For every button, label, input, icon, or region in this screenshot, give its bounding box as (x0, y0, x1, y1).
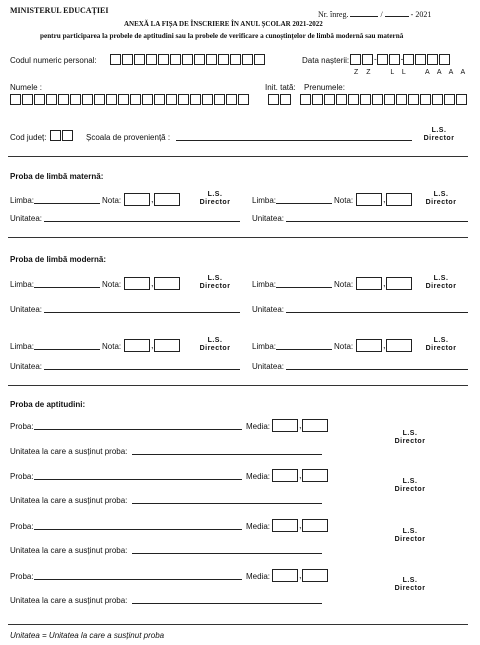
stamp-director: Director (199, 345, 231, 352)
cnp-boxes[interactable] (110, 54, 266, 65)
modern-lang-title: Proba de limbă modernă: (10, 255, 107, 264)
ml-grade-boxes-1[interactable]: , (124, 277, 181, 290)
apt-test-label-4: Proba: (10, 572, 34, 581)
ml-grade-label-3: Nota: (102, 342, 122, 351)
stamp-director: Director (425, 199, 457, 206)
surname-label: Numele : (10, 83, 43, 92)
apt-unit-label-1: Unitatea la care a susținut proba: (10, 447, 128, 456)
stamp-apt-4 (385, 577, 435, 593)
divider (8, 237, 468, 238)
stamp-director: Director (199, 283, 231, 290)
ml-unit-field-3[interactable] (44, 369, 240, 370)
firstname-label: Prenumele: (304, 83, 345, 92)
birth-date-hint: Z Z L L A A A A (354, 69, 468, 76)
mt-unit-field-1[interactable] (44, 221, 240, 222)
stamp-ls: L.S. (402, 430, 418, 437)
mt-lang-field-1[interactable] (34, 203, 100, 204)
stamp-ls: L.S. (402, 528, 418, 535)
mt-grade-label-2: Nota: (334, 196, 354, 205)
father-initial-label: Init. tată: (265, 83, 296, 92)
aptitude-title: Proba de aptitudini: (10, 400, 86, 409)
apt-unit-field-2[interactable] (132, 503, 322, 504)
mother-tongue-title: Proba de limbă maternă: (10, 172, 104, 181)
apt-unit-label-3: Unitatea la care a susținut proba: (10, 546, 128, 555)
stamp-ml-2 (416, 275, 466, 291)
apt-test-label-2: Proba: (10, 472, 34, 481)
registration-number (318, 10, 431, 19)
ml-grade-label-2: Nota: (334, 280, 354, 289)
county-code-label: Cod județ: (10, 133, 47, 142)
mt-grade-boxes-1[interactable]: , (124, 193, 181, 206)
ml-unit-label-2: Unitatea: (252, 305, 285, 314)
stamp-director: Director (394, 438, 426, 445)
stamp-director: Director (394, 536, 426, 543)
ml-unit-field-4[interactable] (286, 369, 468, 370)
ml-lang-label-1: Limba: (10, 280, 35, 289)
cnp-label: Codul numeric personal: (10, 56, 97, 65)
apt-test-field-3[interactable] (34, 529, 242, 530)
registration-separator: / (380, 10, 383, 19)
stamp-director: Director (423, 135, 455, 142)
apt-unit-label-2: Unitatea la care a susținut proba: (10, 496, 128, 505)
apt-avg-boxes-4[interactable]: , (272, 569, 329, 582)
stamp-ls: L.S. (207, 191, 223, 198)
mt-unit-label-1: Unitatea: (10, 214, 43, 223)
stamp-director: Director (199, 199, 231, 206)
birth-date-label: Data nașterii: (302, 56, 350, 65)
footer-note: Unitatea = Unitatea la care a susținut proba (10, 631, 165, 640)
school-label: Școala de proveniență : (86, 133, 171, 142)
ml-unit-field-1[interactable] (44, 312, 240, 313)
stamp-ml-3 (190, 337, 240, 353)
stamp-ls: L.S. (402, 478, 418, 485)
stamp-apt-2 (385, 478, 435, 494)
apt-test-field-2[interactable] (34, 479, 242, 480)
ml-grade-label-4: Nota: (334, 342, 354, 351)
ml-grade-boxes-2[interactable]: , (356, 277, 413, 290)
mt-grade-label-1: Nota: (102, 196, 122, 205)
ml-lang-field-4[interactable] (276, 349, 332, 350)
stamp-ls: L.S. (402, 577, 418, 584)
ml-grade-label-1: Nota: (102, 280, 122, 289)
ml-unit-field-2[interactable] (286, 312, 468, 313)
stamp-ls: L.S. (433, 337, 449, 344)
apt-avg-boxes-2[interactable]: , (272, 469, 329, 482)
apt-test-label-1: Proba: (10, 422, 34, 431)
birth-date-boxes[interactable]: - - (350, 54, 451, 65)
ml-lang-label-2: Limba: (252, 280, 277, 289)
ml-unit-label-4: Unitatea: (252, 362, 285, 371)
apt-test-label-3: Proba: (10, 522, 34, 531)
registration-year: - 2021 (410, 10, 432, 19)
stamp-ml-1 (190, 275, 240, 291)
stamp-director: Director (394, 585, 426, 592)
ml-grade-boxes-4[interactable]: , (356, 339, 413, 352)
father-initial-boxes[interactable] (268, 94, 292, 105)
form-subtitle: pentru participarea la probele de aptitudini sau la probele de verificare a cunoștințelor de limbă modernă sau maternă (40, 32, 404, 40)
apt-unit-field-3[interactable] (132, 553, 322, 554)
stamp-ls: L.S. (431, 127, 447, 134)
mt-unit-field-2[interactable] (286, 221, 468, 222)
surname-boxes[interactable] (10, 94, 250, 105)
stamp-director: Director (394, 486, 426, 493)
divider (8, 156, 468, 157)
ml-lang-field-2[interactable] (276, 287, 332, 288)
stamp-director: Director (425, 345, 457, 352)
firstname-boxes[interactable] (300, 94, 468, 105)
divider (8, 624, 468, 625)
registration-number-field[interactable] (350, 16, 378, 17)
stamp-ls: L.S. (433, 191, 449, 198)
apt-unit-field-1[interactable] (132, 454, 322, 455)
stamp-ls: L.S. (207, 275, 223, 282)
mt-grade-boxes-2[interactable]: , (356, 193, 413, 206)
registration-label: Nr. înreg. (318, 10, 349, 19)
county-code-boxes[interactable] (50, 130, 74, 141)
ml-unit-label-3: Unitatea: (10, 362, 43, 371)
ml-lang-label-3: Limba: (10, 342, 35, 351)
apt-test-field-4[interactable] (34, 579, 242, 580)
ml-grade-boxes-3[interactable]: , (124, 339, 181, 352)
mt-lang-field-2[interactable] (276, 203, 332, 204)
apt-avg-label-1: Media: (246, 422, 271, 431)
stamp-ml-4 (416, 337, 466, 353)
ml-lang-field-1[interactable] (34, 287, 100, 288)
registration-date-field[interactable] (385, 16, 409, 17)
apt-avg-label-3: Media: (246, 522, 271, 531)
ml-lang-field-3[interactable] (34, 349, 100, 350)
annex-title: ANEXĂ LA FIȘA DE ÎNSCRIERE ÎN ANUL ȘCOLAR 2021-2022 (124, 20, 323, 28)
stamp-director: Director (425, 283, 457, 290)
stamp-apt-3 (385, 528, 435, 544)
mt-lang-label-1: Limba: (10, 196, 35, 205)
stamp-mt-1 (190, 191, 240, 207)
ministry-name: MINISTERUL EDUCAȚIEI (10, 6, 109, 15)
ml-lang-label-4: Limba: (252, 342, 277, 351)
apt-avg-boxes-1[interactable]: , (272, 419, 329, 432)
school-field[interactable] (176, 140, 412, 141)
apt-avg-label-2: Media: (246, 472, 271, 481)
apt-test-field-1[interactable] (34, 429, 242, 430)
stamp-ls: L.S. (433, 275, 449, 282)
stamp-ls: L.S. (207, 337, 223, 344)
ml-unit-label-1: Unitatea: (10, 305, 43, 314)
stamp-apt-1 (385, 430, 435, 446)
stamp-personal (414, 127, 464, 143)
stamp-mt-2 (416, 191, 466, 207)
apt-unit-field-4[interactable] (132, 603, 322, 604)
divider (8, 385, 468, 386)
apt-unit-label-4: Unitatea la care a susținut proba: (10, 596, 128, 605)
mt-unit-label-2: Unitatea: (252, 214, 285, 223)
apt-avg-boxes-3[interactable]: , (272, 519, 329, 532)
mt-lang-label-2: Limba: (252, 196, 277, 205)
apt-avg-label-4: Media: (246, 572, 271, 581)
